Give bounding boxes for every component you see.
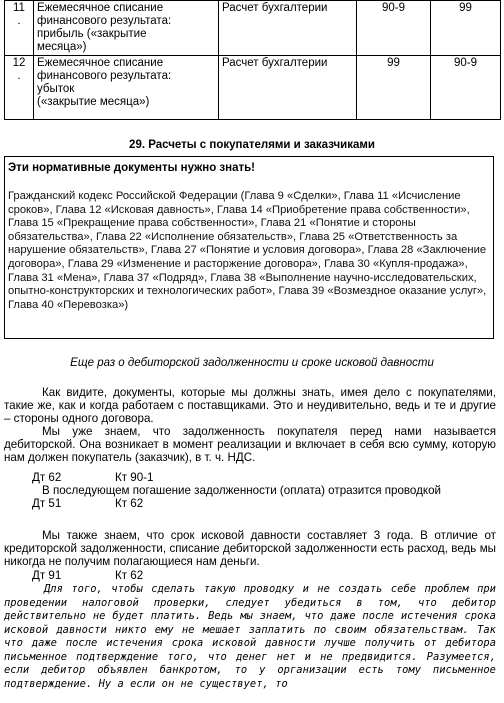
entry-debit: Дт 91 [32,569,62,582]
entry-credit: Кт 62 [115,497,144,510]
entry-credit: Кт 62 [115,569,144,582]
table-row [5,1,501,56]
accounting-entry [32,497,143,510]
entry-credit: Кт 90-1 [115,471,154,484]
box-heading: Эти нормативные документы нужно знать! [8,162,256,174]
box-text: Гражданский кодекс Российской Федерации (Глава 9 «Сделки», Глава 11 «Исчисление сроков», Глава 12 «Исковая давность», Глава 14 «Приобретение права собственности», Глава 15 «Прекращение права собственности», Глава 21 «Понятие и стороны обязательства», Глава 22 «Исполнение обязательств», Глава 25 «Ответственность за нарушение обязательств», Глава 27 «Понятие и условия договора», Глава 28 «Заключение договора», Глава 29 «Изменение и расторжение договора», Глава 30 «Купля-продажа», Глава 31 «Мена», Глава 37 «Подряд», Глава 38 «Выполнение научно-исследовательских, опытно-конструкторских и технологических работ», Глава 39 «Возмездное оказание услуг», Глава 40 «Перевозка») [8,190,487,311]
italic-paragraph: Для того, чтобы сделать такую проводку и не создать себе проблем при проведении налоговой проверки, следует убедиться в том, что дебитор действительно не будет платить. Ведь мы знаем, что даже после истечения срока исковой давности никто ему не мешает заплатить по своим обязательствам. Так что даже после истечения срока исковой давности лучше получить от дебитора письменное подтверждение того, что денег нет и не предвидится. Разумеется, если дебитор объявлен банкротом, то у организации есть тому письменное подтверждение. Ну а если он не существует, то [4,583,496,690]
table-row [5,56,501,120]
paragraph: В последующем погашение задолженности (оплата) отразится проводкой [42,484,442,497]
entry-debit: Дт 51 [32,497,62,510]
row-description: Ежемесячное списание финансового результата: убыток («закрытие месяца») [34,56,219,120]
posting-table [4,0,501,120]
accounting-entry [32,471,154,484]
row-department: Расчет бухгалтерии [219,1,357,56]
row-credit: 90-9 [431,56,501,120]
subsection-title: Еще раз о дебиторской задолженности и сроке исковой давности [70,357,434,369]
row-number: 11 . [5,1,34,56]
paragraph: Как видите, документы, которые мы должны знать, имея дело с покупателями, такие же, как и когда работаем с поставщиками. Это и неудивительно, ведь и те и другие – стороны одного договора. Мы уже знаем, что задолженность покупателя перед нами называется дебиторской. Она возникает в момент реализации и включает в себя всю сумму, которую нам должен покупатель (заказчик), в т. ч. НДС. [4,386,496,464]
row-number: 12 . [5,56,34,120]
accounting-entry [32,569,143,582]
entry-debit: Дт 62 [32,471,62,484]
row-description: Ежемесячное списание финансового результата: прибыль («закрытие месяца») [34,1,219,56]
normative-documents-box [4,156,494,339]
row-debit: 90-9 [357,1,431,56]
row-debit: 99 [357,56,431,120]
row-department: Расчет бухгалтерии [219,56,357,120]
paragraph: Мы также знаем, что срок исковой давности составляет 3 года. В отличие от кредиторской задолженности, списание дебиторской задолженности есть расход, ведь мы никогда не получим полагающиеся нам деньги. [4,529,496,568]
row-credit: 99 [431,1,501,56]
section-title: 29. Расчеты с покупателями и заказчиками [129,139,375,151]
